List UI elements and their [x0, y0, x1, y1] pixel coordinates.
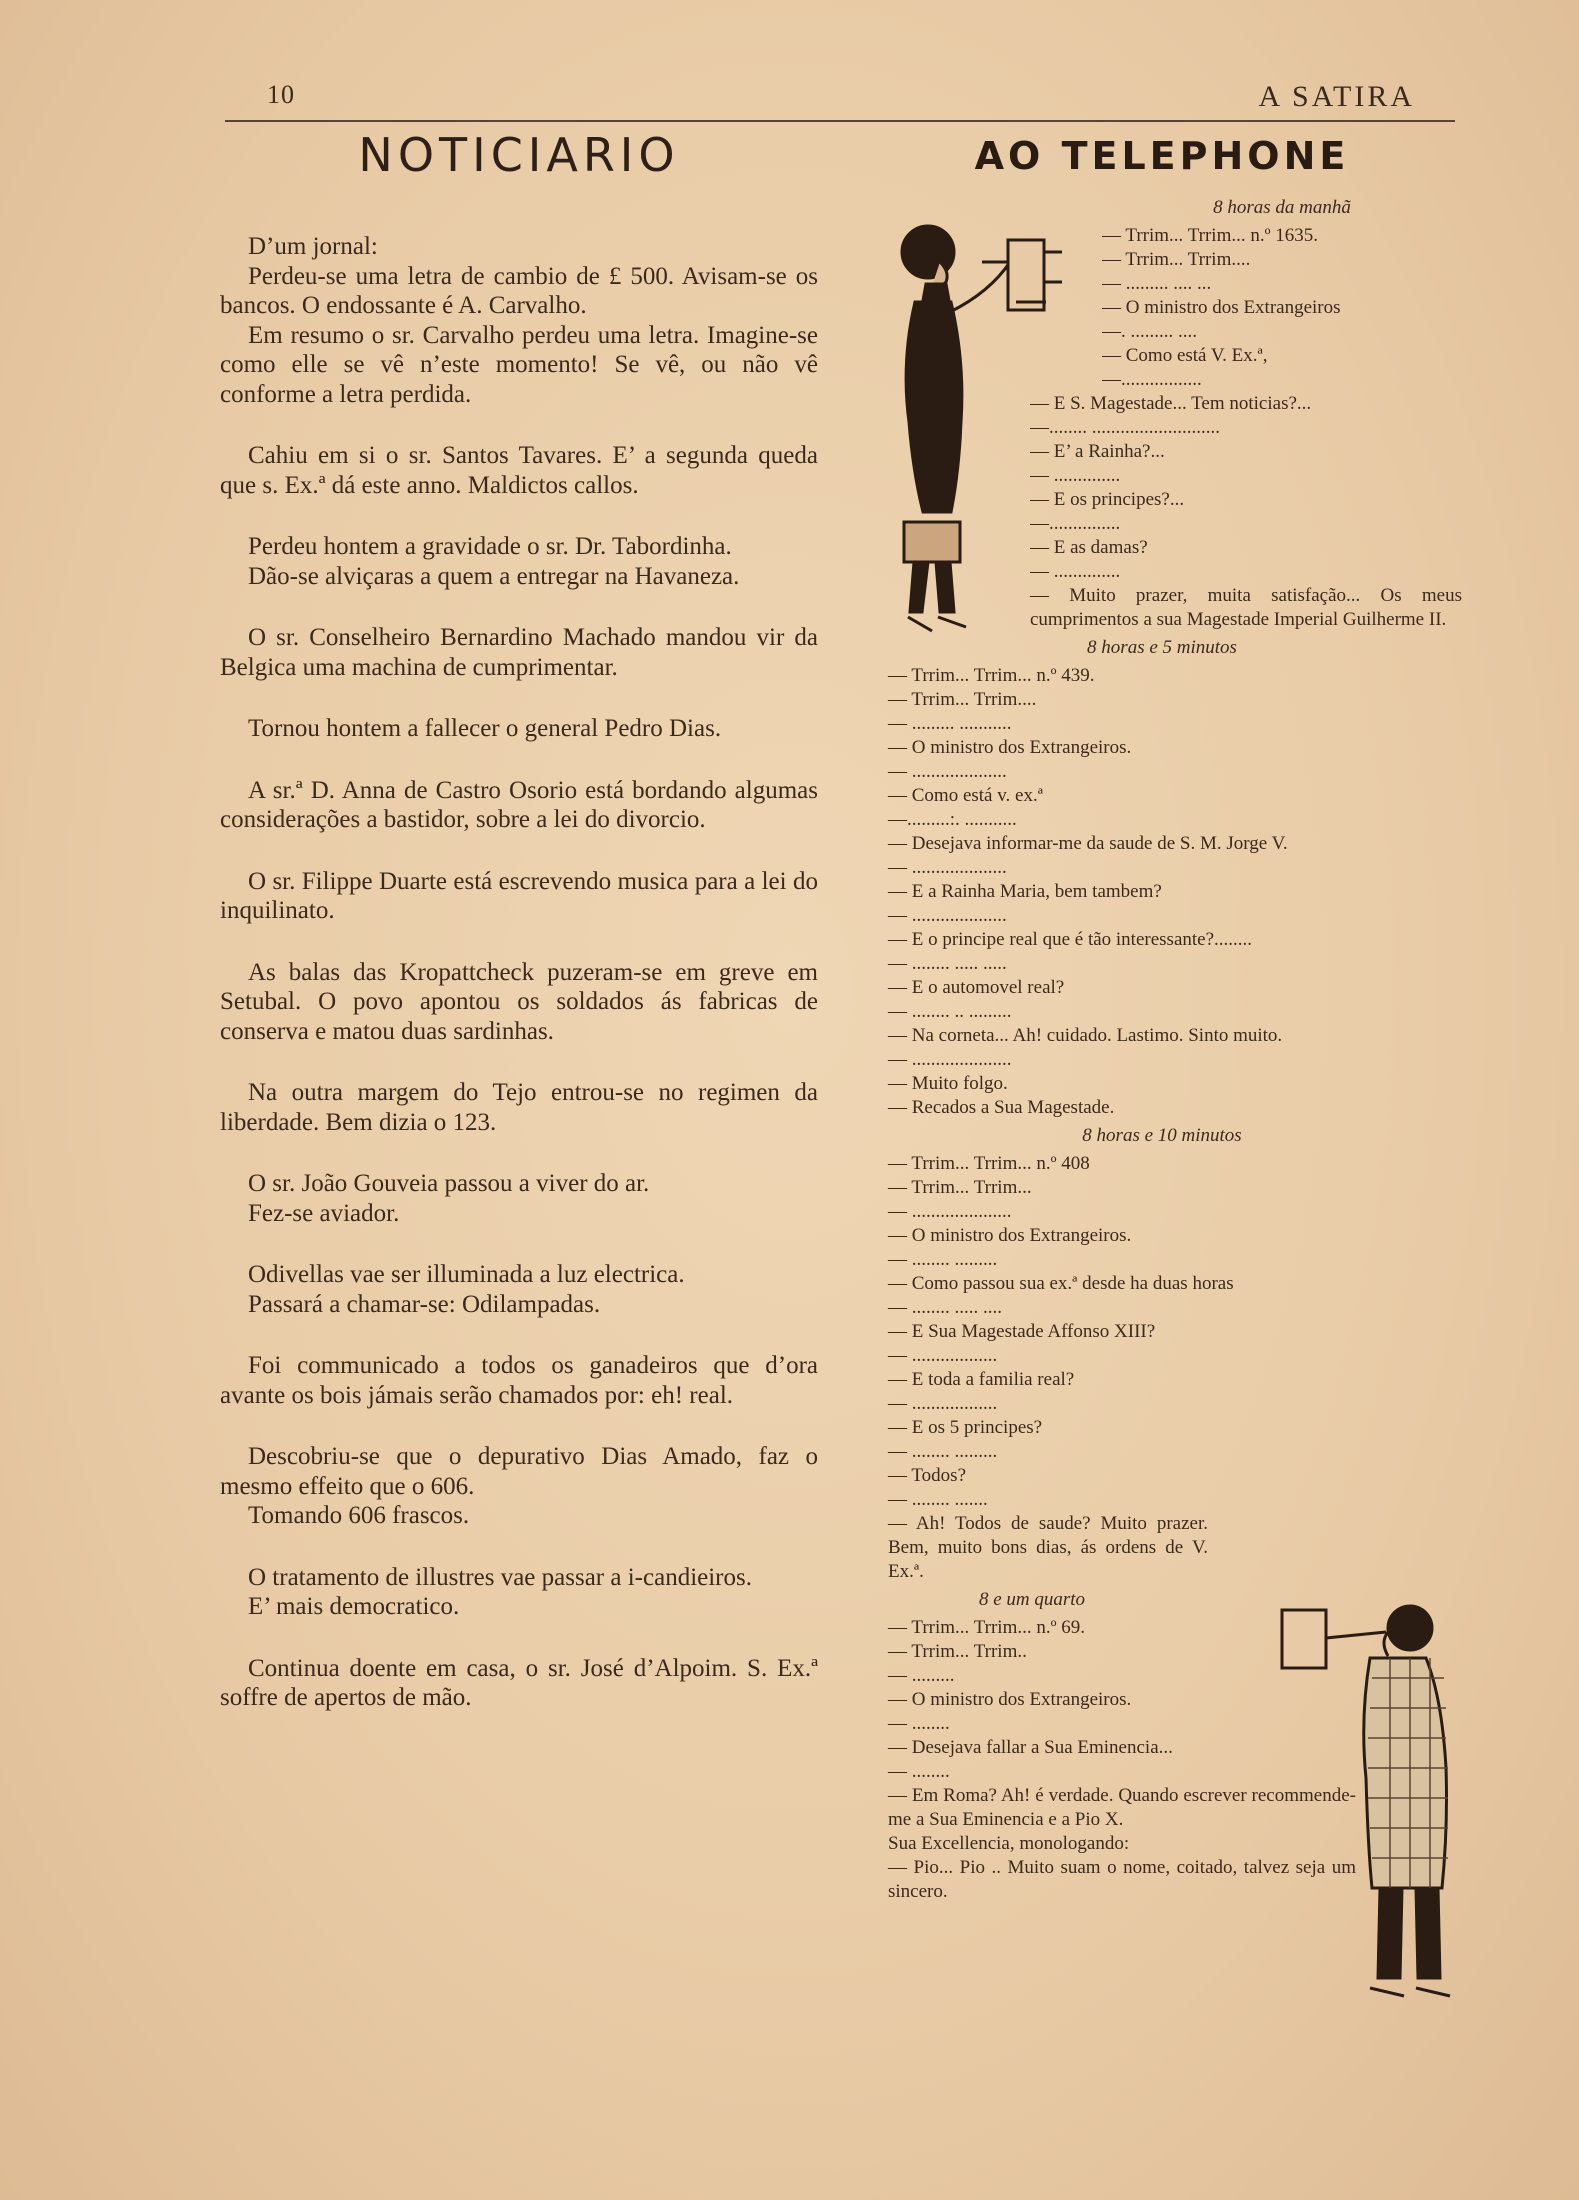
woman-telephone-illustration — [890, 222, 1090, 642]
news-item — [220, 441, 818, 500]
news-line: O sr. João Gouveia passou a viver do ar. — [248, 1170, 650, 1197]
dialogue-line: —. ......... .... — [1102, 321, 1197, 342]
news-item — [220, 232, 818, 409]
news-item — [220, 1260, 818, 1319]
dialogue-line: — ......... .... ... — [1102, 273, 1212, 294]
news-item — [220, 1078, 818, 1137]
dialogue-line: — E a Rainha Maria, bem tambem? — [888, 881, 1162, 902]
telephone-title: AO TELEPHONE — [974, 134, 1350, 178]
dialogue-line: — E o principe real que é tão interessante?........ — [888, 929, 1253, 950]
dialogue-line: — Como passou sua ex.ª desde ha duas horas — [888, 1273, 1234, 1294]
news-line: Descobriu-se que o depurativo Dias Amado, faz o mesmo effeito que o 606. — [220, 1443, 818, 1500]
dialogue-line: — ........ ..... ..... — [888, 953, 1007, 974]
dialogue-line: —........ ........................... — [1030, 417, 1220, 438]
dialogue-line: — E o automovel real? — [888, 977, 1065, 998]
dialogue-line: — E os principes?... — [1030, 489, 1185, 510]
time-heading: 8 e um quarto — [978, 1589, 1086, 1610]
news-line: Tornou hontem a fallecer o general Pedro Dias. — [248, 715, 722, 742]
dialogue-block — [862, 1124, 1462, 1584]
dialogue-line: — O ministro dos Extrangeiros — [1102, 297, 1341, 318]
dialogue-line: — E as damas? — [1030, 537, 1148, 558]
dialogue-line: — O ministro dos Extrangeiros. — [888, 1689, 1132, 1710]
noticiario-column — [220, 128, 818, 1713]
time-heading: 8 horas da manhã — [1213, 197, 1351, 218]
dialogue-line: — ......... — [888, 1665, 955, 1686]
news-line: Foi communicado a todos os ganadeiros que d’ora avante os bois jámais serão chamados por: eh! real. — [220, 1352, 818, 1409]
dialogue-line: — .................... — [888, 857, 1007, 878]
noticiario-title: NOTICIARIO — [358, 128, 680, 182]
news-line: A sr.ª D. Anna de Castro Osorio está bordando algumas considerações a bastidor, sobre a lei do divorcio. — [220, 776, 818, 833]
dialogue-line: — E’ a Rainha?... — [1030, 441, 1165, 462]
dialogue-line: — .............. — [1030, 561, 1121, 582]
news-item — [220, 714, 818, 744]
dialogue-line: Sua Excellencia, monologando: — [888, 1833, 1130, 1854]
time-heading: 8 horas e 10 minutos — [1082, 1125, 1242, 1146]
news-line: O sr. Filippe Duarte está escrevendo musica para a lei do inquilinato. — [220, 867, 818, 924]
dialogue-line: — ......... ........... — [888, 713, 1012, 734]
news-item — [220, 1442, 818, 1531]
dialogue-line: — O ministro dos Extrangeiros. — [888, 1225, 1132, 1246]
dialogue-line: — Trrim... Trrim... n.º 69. — [888, 1617, 1086, 1638]
news-line: D’um jornal: — [248, 233, 378, 260]
dialogue-block — [862, 636, 1462, 1120]
news-item — [220, 1351, 818, 1410]
dialogue-line: — Trrim... Trrim.. — [888, 1641, 1027, 1662]
dialogue-line: — Como está v. ex.ª — [888, 785, 1043, 806]
dialogue-line: — Muito prazer, muita satisfação... Os meus cumprimentos a sua Magestade Imperial Guilherme II. — [1030, 585, 1462, 630]
dialogue-line: — E S. Magestade... Tem noticias?... — [1030, 393, 1312, 414]
dialogue-line: — Trrim... Trrim... n.º 408 — [888, 1153, 1090, 1174]
dialogue-line: — .................. — [888, 1393, 998, 1414]
dialogue-line: —.........:. ........... — [888, 809, 1017, 830]
dialogue-line: — ........ ....... — [888, 1489, 988, 1510]
dialogue-line: — Desejava fallar a Sua Eminencia... — [888, 1737, 1173, 1758]
dialogue-line: —............... — [1030, 513, 1121, 534]
news-line: Passará a chamar-se: Odilampadas. — [248, 1290, 601, 1318]
dialogue-line: — ........ .. ......... — [888, 1001, 1012, 1022]
dialogue-line: — O ministro dos Extrangeiros. — [888, 737, 1132, 758]
man-telephone-illustration — [1260, 1598, 1460, 2018]
news-item — [220, 1563, 818, 1622]
dialogue-line: — .................. — [888, 1345, 998, 1366]
dialogue-line: — E toda a familia real? — [888, 1369, 1075, 1390]
dialogue-line: — Trrim... Trrim.... — [1102, 249, 1251, 270]
dialogue-line: — Desejava informar-me da saude de S. M. Jorge V. — [888, 833, 1288, 854]
dialogue-line: — Ah! Todos de saude? Muito prazer. Bem, muito bons dias, ás ordens de V. Ex.ª. — [888, 1513, 1208, 1582]
news-line: Perdeu hontem a gravidade o sr. Dr. Tabordinha. — [248, 533, 732, 560]
news-item — [220, 1169, 818, 1228]
news-line: E’ mais democratico. — [248, 1593, 460, 1620]
dialogue-line: — ........ — [888, 1761, 950, 1782]
dialogue-line: — Pio... Pio .. Muito suam o nome, coitado, talvez seja um sincero. — [888, 1857, 1356, 1902]
dialogue-line: — Na corneta... Ah! cuidado. Lastimo. Sinto muito. — [888, 1025, 1283, 1046]
news-item — [220, 867, 818, 926]
dialogue-line: — E Sua Magestade Affonso XIII? — [888, 1321, 1156, 1342]
dialogue-line: — ..................... — [888, 1201, 1012, 1222]
news-line: As balas das Kropattcheck puzeram-se em greve em Setubal. O povo apontou os soldados ás fabricas de conserva e matou duas sardinhas. — [220, 958, 818, 1045]
news-line: Tomando 606 frascos. — [248, 1502, 470, 1529]
dialogue-line: — ........ ......... — [888, 1249, 998, 1270]
news-line: Fez-se aviador. — [248, 1199, 400, 1227]
news-item — [220, 1654, 818, 1713]
dialogue-line: — ........ ..... .... — [888, 1297, 1002, 1318]
dialogue-line: — ........ ......... — [888, 1441, 998, 1462]
news-line: Odivellas vae ser illuminada a luz electrica. — [248, 1261, 685, 1288]
dialogue-line: — .................... — [888, 905, 1007, 926]
news-line: Cahiu em si o sr. Santos Tavares. E’ a segunda queda que s. Ex.ª dá este anno. Maldictos callos. — [220, 442, 818, 499]
dialogue-line: — Todos? — [888, 1465, 967, 1486]
dialogue-line: — E os 5 principes? — [888, 1417, 1043, 1438]
news-line: Continua doente em casa, o sr. José d’Alpoim. S. Ex.ª soffre de apertos de mão. — [220, 1654, 818, 1711]
dialogue-line: — Trrim... Trrim... n.º 439. — [888, 665, 1095, 686]
dialogue-line: — Recados a Sua Magestade. — [888, 1097, 1115, 1118]
dialogue-line: — Trrim... Trrim... n.º 1635. — [1102, 225, 1319, 246]
news-line: O tratamento de illustres vae passar a i-candieiros. — [248, 1563, 752, 1591]
dialogue-line: — Trrim... Trrim... — [888, 1177, 1032, 1198]
dialogue-line: — .................... — [888, 761, 1007, 782]
news-item — [220, 776, 818, 835]
news-item — [220, 958, 818, 1047]
dialogue-line: — Trrim... Trrim.... — [888, 689, 1037, 710]
news-line: Dão-se alviçaras a quem a entregar na Havaneza. — [248, 562, 740, 590]
magazine-title: A SATIRA — [1258, 80, 1415, 113]
dialogue-line: — Muito folgo. — [888, 1073, 1008, 1094]
time-heading: 8 horas e 5 minutos — [1087, 637, 1237, 658]
news-line: Na outra margem do Tejo entrou-se no regimen da liberdade. Bem dizia o 123. — [220, 1079, 818, 1136]
news-item — [220, 623, 818, 682]
dialogue-line: — Em Roma? Ah! é verdade. Quando escrever recommende-me a Sua Eminencia e a Pio X. — [888, 1785, 1356, 1830]
dialogue-line: —................. — [1102, 369, 1202, 390]
dialogue-line: — .............. — [1030, 465, 1121, 486]
dialogue-line: — Como está V. Ex.ª, — [1102, 345, 1268, 366]
news-item — [220, 532, 818, 591]
page-number: 10 — [267, 80, 295, 109]
page-header — [225, 76, 1455, 122]
news-line: Perdeu-se uma letra de cambio de £ 500. Avisam-se os bancos. O endossante é A. Carvalho. — [220, 262, 818, 319]
news-line: O sr. Conselheiro Bernardino Machado mandou vir da Belgica uma machina de cumprimentar. — [220, 624, 818, 681]
news-line: Em resumo o sr. Carvalho perdeu uma letra. Imagine-se como elle se vê n’este momento! Se vê, ou não vê conforme a letra perdida. — [220, 321, 818, 408]
dialogue-line: — ..................... — [888, 1049, 1012, 1070]
dialogue-line: — ........ — [888, 1713, 950, 1734]
